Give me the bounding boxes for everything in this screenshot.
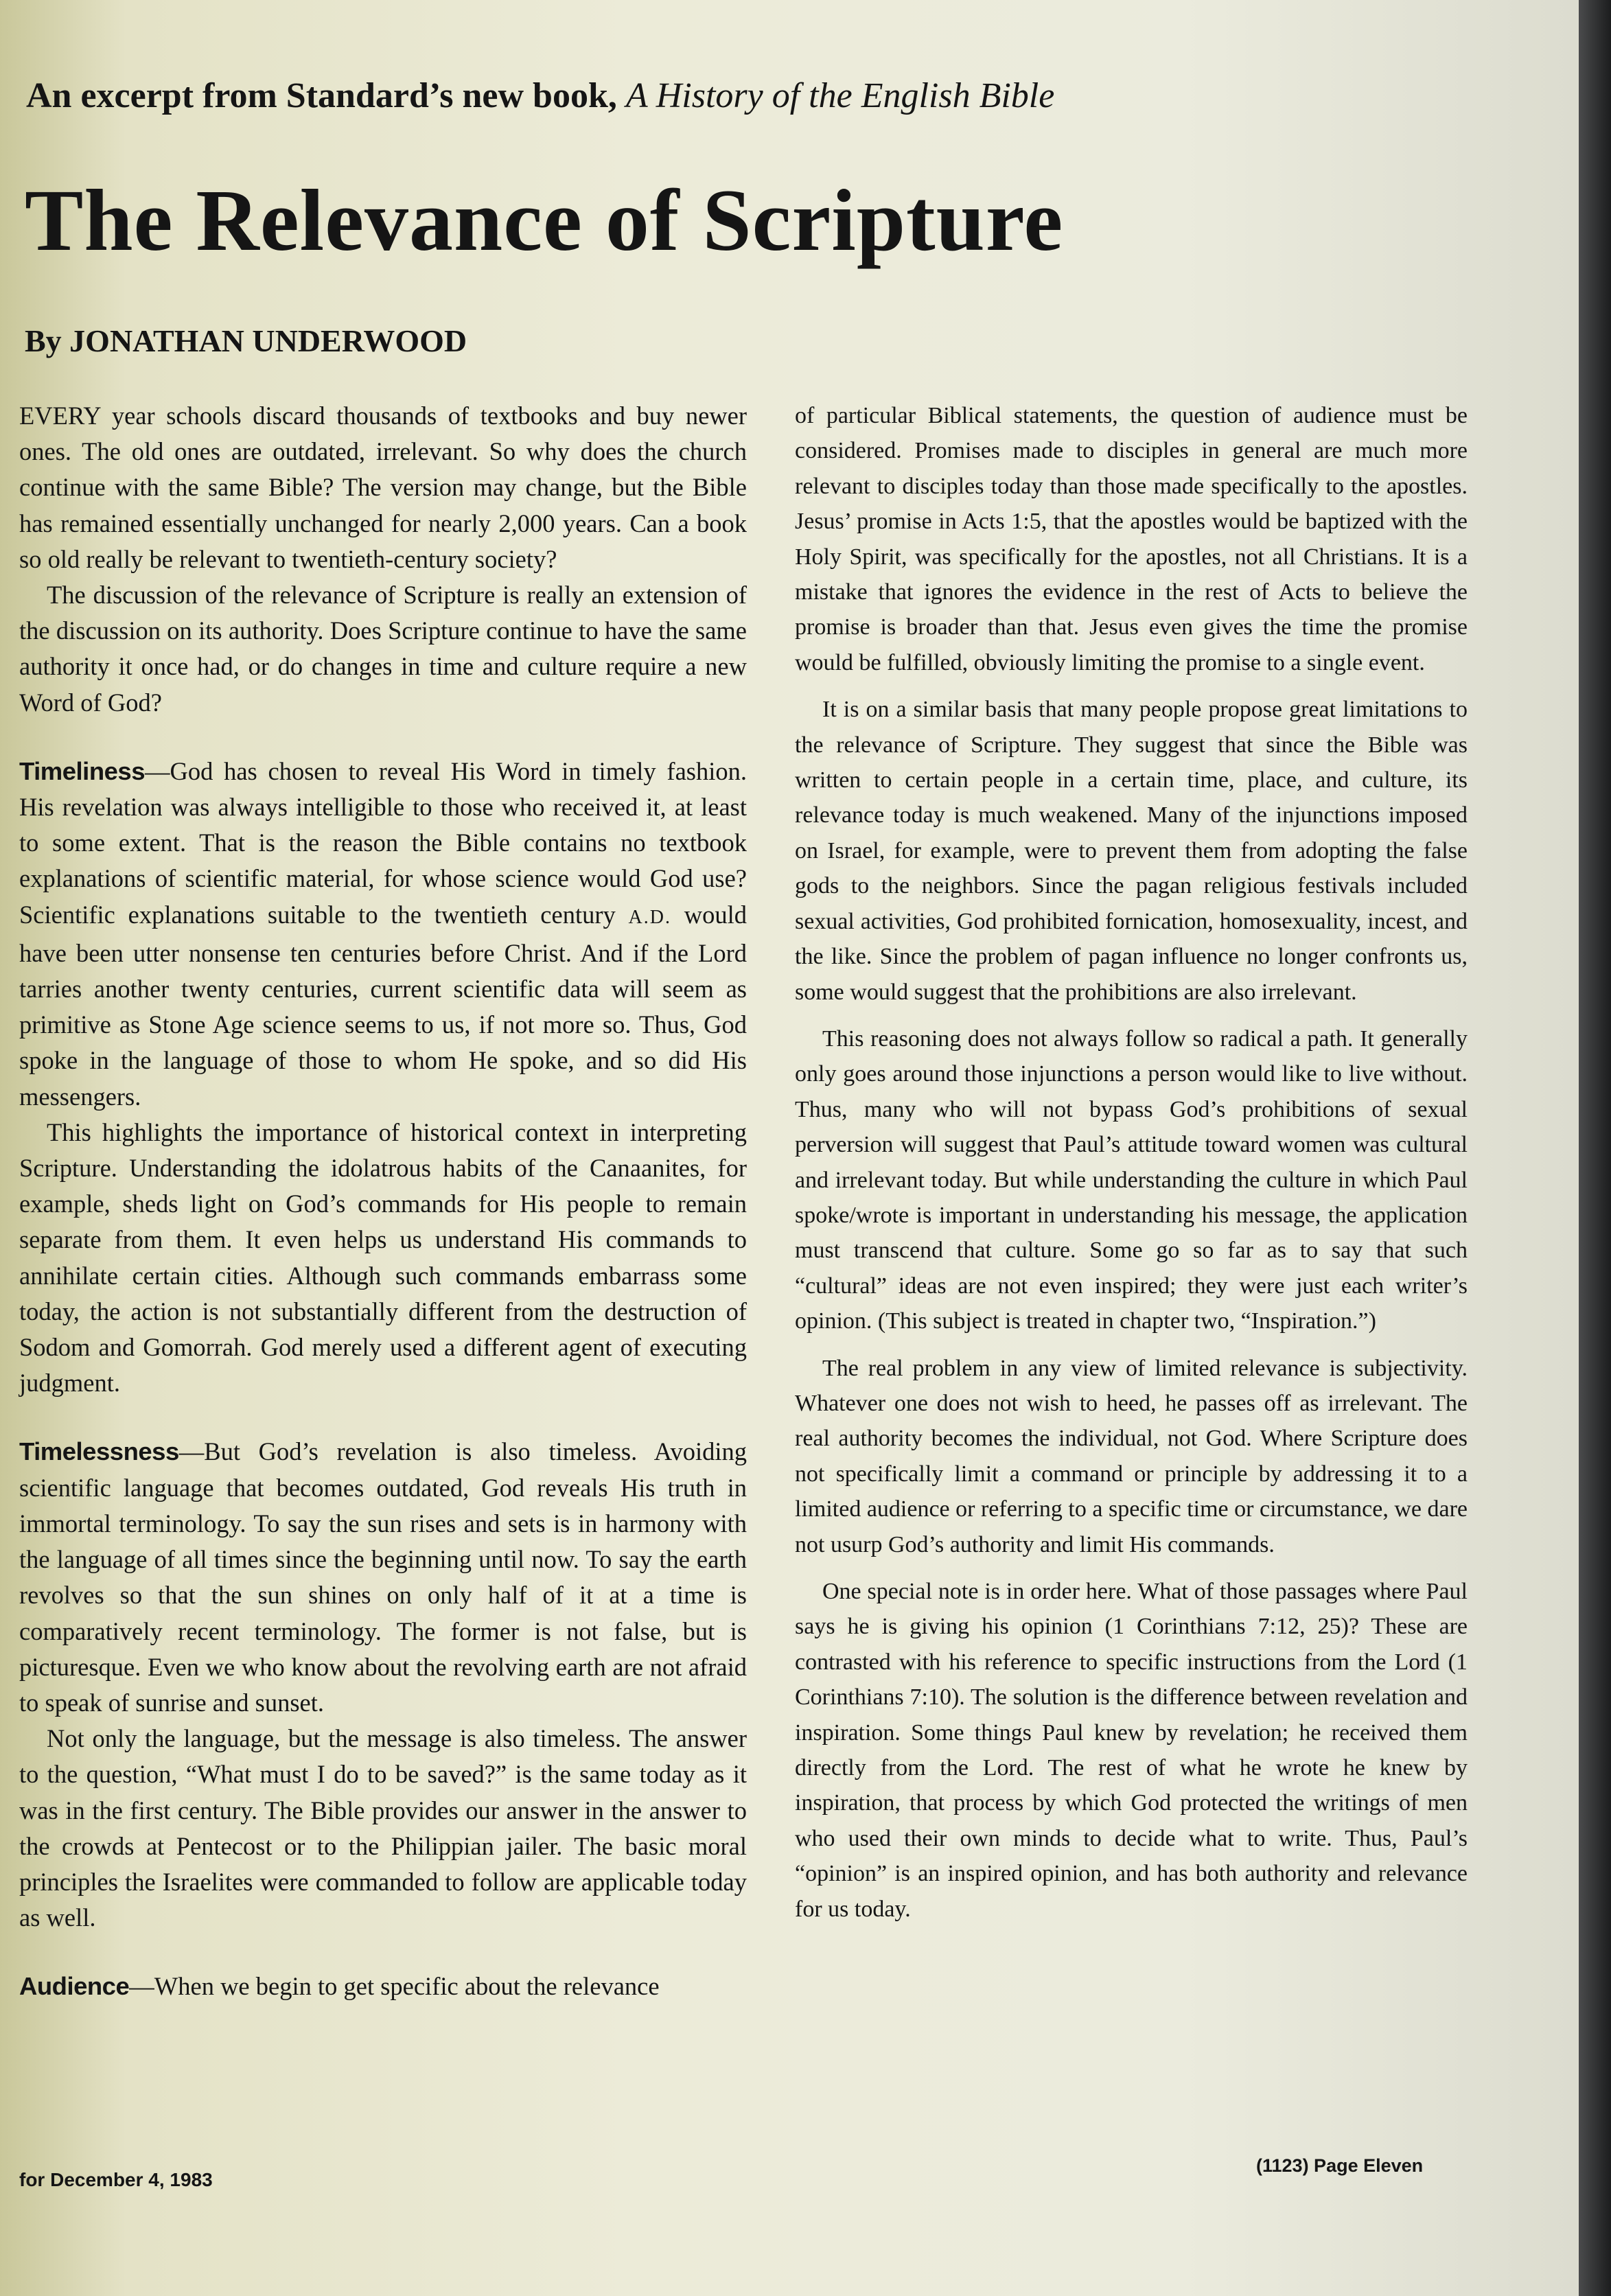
paragraph-historical-context: This highlights the importance of historical context in interpreting Scripture. Understanding the idolatrous habits of the Canaanites, for example, sheds light on God’s commands for His people to remain separate from them. It even helps us understand His commands to annihilate certain cities. Although such commands embarrass some today, the action is not substantially different from the destruction of Sodom and Gomorrah. God merely used a different agent of executing judgment. <box>19 1117 747 1398</box>
paragraph-limitations: It is on a similar basis that many people propose great limitations to the relevance of Scripture. They suggest that since the Bible was written to certain people in a certain time, place, and culture, its relevance today is much weakened. Many of the injunctions imposed on Israel, for example, were to prevent them from adopting the false gods to the neighbors. Since the pagan religious festivals included sexual activities, God prohibited fornication, homosexuality, incest, and the like. Since the problem of pagan influence no longer confronts us, some would suggest that the prohibitions are also irrelevant. <box>795 697 1468 1005</box>
right-column <box>795 398 1468 1927</box>
byline: By JONATHAN UNDERWOOD <box>25 323 467 358</box>
timelessness-text: —But God’s revelation is also timeless. Avoiding scientific language that becomes outdated, God reveals His truth in immortal terminology. To say the sun rises and sets is in harmony with the language of all times since the beginning until now. To say the earth revolves so that the sun shines on only half of it at a time is comparatively recent terminology. The former is not false, but is picturesque. Even we who know about the revolving earth are not afraid to speak of sunrise and sunset. <box>19 1437 747 1717</box>
issue-date: for December 4, 1983 <box>19 2169 213 2190</box>
subhead-timelessness: Timelessness <box>19 1437 179 1466</box>
paragraph-special-note: One special note is in order here. What of those passages where Paul says he is giving his opinion (1 Corinthians 7:12, 25)? These are contrasted with his reference to specific instructions from the Lord (1 Corinthians 7:10). The solution is the difference between revelation and inspiration. Some things Paul knew by revelation; he received them directly from the Lord. The rest of what he wrote he knew by inspiration, that process by which God protected the writings of men who used their own minds to decide what to write. Thus, Paul’s “opinion” is an inspired opinion, and has both authority and relevance for us today. <box>795 1579 1468 1922</box>
section-timeliness <box>19 754 747 1115</box>
paragraph-intro: EVERY year schools discard thousands of textbooks and buy newer ones. The old ones are outdated, irrelevant. So why does the church continue with the same Bible? The version may change, but the Bible has remained essentially unchanged for nearly 2,000 years. Can a book so old really be relevant to twentieth-century society? <box>19 402 747 573</box>
timeliness-text-b: would have been utter nonsense ten centuries before Christ. And if the Lord tarries another twenty centuries, current scientific data will seem as primitive as Stone Age science seems to us, if not more so. Thus, God spoke in the language of those to whom He spoke, and so did His messengers. <box>19 900 747 1111</box>
paragraph-reasoning: This reasoning does not always follow so radical a path. It generally only goes around those injunctions a person would like to live without. Thus, many who will not bypass God’s prohibitions of sexual perversion will suggest that Paul’s attitude toward women was cultural and irrelevant today. But while understanding the culture in which Paul spoke/wrote is important in understanding his message, the application must transcend that culture. Some go so far as to say that such “cultural” ideas are not even inspired; they were just each writer’s opinion. (This subject is treated in chapter two, “Inspiration.”) <box>795 1025 1468 1334</box>
anno-domini: A.D. <box>628 906 671 928</box>
article-title: The Relevance of Scripture <box>25 172 1064 269</box>
page-number: (1123) Page Eleven <box>1256 2155 1424 2176</box>
kicker-text: An excerpt from Standard’s new book, <box>26 76 617 115</box>
book-title: A History of the English Bible <box>625 76 1055 115</box>
subhead-audience: Audience <box>19 1972 130 2001</box>
section-timelessness <box>19 1434 747 1721</box>
paragraph-audience-continued: of particular Biblical statements, the question of audience must be considered. Promises made to disciples in general are much more relevant to disciples today than those made specifically to the apostles. Jesus’ promise in Acts 1:5, that the apostles would be baptized with the Holy Spirit, was specifically for the apostles, not all Christians. It is a mistake that ignores the evidence in the rest of Acts to believe the promise is broader than that. Jesus even gives the time the promise would be fulfilled, obviously limiting the promise to a single event. <box>795 403 1468 675</box>
paragraph-authority: The discussion of the relevance of Scripture is really an extension of the discussion on its authority. Does Scripture continue to have the same authority it once had, or do changes in time and culture require a new Word of God? <box>19 581 747 717</box>
timeliness-text-a: —God has chosen to reveal His Word in timely fashion. His revelation was always intelligible to those who received it, at least to some extent. That is the reason the Bible contains no textbook explanations of scientific material, for whose science would God use? Scientific explanations suitable to the twentieth century <box>19 756 747 929</box>
paragraph-subjectivity: The real problem in any view of limited relevance is subjectivity. Whatever one does not wish to heed, he passes off as irrelevant. The real authority becomes the individual, not God. Where Scripture does not specifically limit a command or principle by addressing it to a limited audience or referring to a specific time or circumstance, we dare not usurp God’s authority and limit His commands. <box>795 1355 1468 1557</box>
left-column <box>19 398 747 2005</box>
subhead-timeliness: Timeliness <box>19 756 146 785</box>
excerpt-kicker <box>26 76 1536 116</box>
audience-text: —When we begin to get specific about the relevance <box>129 1972 660 2001</box>
paragraph-timeless-message: Not only the language, but the message is also timeless. The answer to the question, “What must I do to be saved?” is the same today as it was in the first century. The Bible provides our answer in the answer to the crowds at Pentecost or to the Philippian jailer. The basic moral principles the Israelites were commanded to follow are applicable today as well. <box>19 1724 747 1932</box>
page-edge <box>1579 0 1611 2296</box>
section-audience <box>19 1969 747 2004</box>
